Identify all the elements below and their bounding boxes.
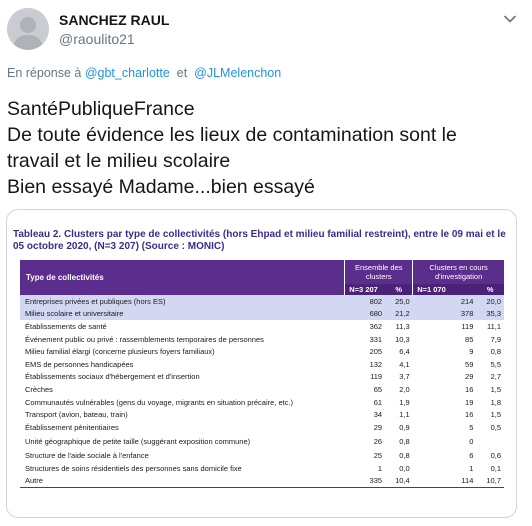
tweet-line: travail et le milieu scolaire (7, 150, 231, 172)
cell-percent-all: 0,9 (399, 422, 410, 432)
cell-percent-all: 11,3 (395, 321, 410, 331)
table-caption: Tableau 2. Clusters par type de collectivités (hors Ehpad et milieu familial restreint), entre le 09 mai et le 05 octobre 2020, (N=3 207) (Source : MONIC) (13, 229, 506, 252)
cell-count-investigation: 5 (469, 422, 474, 432)
table-row (20, 396, 504, 409)
cell-percent-investigation: 20,0 (476, 295, 504, 308)
header-group-all: Ensemble des clusters (345, 260, 413, 284)
cell-percent-all: 2,0 (399, 384, 410, 394)
cell-percent-all: 10,4 (385, 475, 413, 488)
cell-type: Transport (avion, bateau, train) (25, 410, 128, 420)
cell-percent-investigation: 11,1 (486, 321, 501, 331)
cell-count-investigation: 59 (465, 359, 474, 369)
cell-percent-investigation: 0,8 (490, 347, 501, 357)
cell-count-all: 362 (369, 321, 383, 331)
attached-image[interactable] (6, 209, 517, 518)
cell-percent-investigation: 10,7 (476, 475, 504, 488)
cell-type: EMS de personnes handicapées (25, 359, 134, 369)
chevron-down-icon (501, 10, 519, 28)
cell-type: Crèches (25, 384, 53, 394)
cell-type: Communautés vulnérables (gens du voyage, migrants en situation précaire, etc.) (25, 397, 294, 407)
cell-type: Établissements de santé (25, 321, 107, 331)
cell-type: Autre (20, 475, 345, 488)
cell-type: Événement public ou privé : rassemblements temporaires de personnes (25, 334, 264, 344)
table-row (20, 408, 504, 421)
cell-type: Unité géographique de petite taille (suggérant exposition commune) (25, 437, 251, 447)
header-p2: % (476, 284, 504, 295)
table-row (20, 295, 504, 308)
cell-count-all: 205 (369, 347, 383, 357)
cell-percent-all: 3,7 (399, 372, 410, 382)
cell-count-investigation: 0 (469, 437, 474, 447)
cell-percent-all: 4,1 (399, 359, 410, 369)
header-group-investigation: Clusters en cours d'investigation (413, 260, 504, 284)
clusters-table (20, 260, 504, 488)
cell-type: Entreprises privées et publiques (hors ES) (20, 295, 345, 308)
cell-percent-all: 0,8 (399, 451, 410, 461)
cell-percent-investigation (476, 434, 504, 450)
author-handle[interactable]: @raoulito21 (59, 31, 135, 47)
table-row (20, 434, 504, 450)
tweet-menu-button[interactable] (501, 10, 519, 28)
cell-count-investigation: 19 (465, 397, 474, 407)
cell-count-all: 802 (345, 295, 385, 308)
cell-count-investigation: 16 (465, 384, 474, 394)
table-row (20, 475, 504, 488)
cell-type: Structures de soins résidentiels des personnes sans domicile fixe (25, 463, 242, 473)
cell-count-all: 335 (345, 475, 385, 488)
cell-count-investigation: 29 (465, 372, 474, 382)
tweet-text (7, 96, 522, 200)
cell-percent-investigation: 1,8 (490, 397, 501, 407)
table-row (20, 345, 504, 358)
cell-count-all: 119 (370, 372, 383, 382)
cell-count-investigation: 214 (413, 295, 477, 308)
cell-type: Établissements sociaux d'hébergement et d'insertion (25, 372, 200, 382)
cell-type: Milieu familial élargi (concerne plusieurs foyers familiaux) (25, 347, 215, 357)
cell-count-all: 132 (369, 359, 383, 369)
user-avatar-icon (7, 8, 49, 50)
cell-percent-investigation: 0,5 (490, 422, 501, 432)
table-row (20, 383, 504, 396)
cell-percent-investigation: 1,5 (490, 410, 501, 420)
cell-count-investigation: 1 (469, 463, 474, 473)
cell-percent-investigation: 0,1 (490, 463, 501, 473)
header-type: Type de collectivités (20, 260, 345, 295)
mention-link-gbt-charlotte[interactable]: @gbt_charlotte (84, 66, 170, 80)
header-n1: N=3 207 (345, 284, 385, 295)
cell-percent-all: 25,0 (385, 295, 413, 308)
reply-context (7, 66, 281, 80)
author-avatar[interactable] (7, 8, 49, 50)
cell-count-all: 65 (373, 384, 383, 394)
cell-percent-investigation: 5,5 (490, 359, 501, 369)
table-row (20, 450, 504, 463)
cell-count-investigation: 9 (469, 347, 474, 357)
reply-conjunction: et (176, 66, 188, 80)
cell-count-all: 680 (345, 308, 385, 321)
cell-percent-all: 6,4 (399, 347, 410, 357)
table-row (20, 358, 504, 371)
cell-percent-all: 1,9 (399, 397, 410, 407)
cell-percent-all: 21,2 (385, 308, 413, 321)
cell-count-investigation: 114 (413, 475, 477, 488)
mention-link-jlmelenchon[interactable]: @JLMelenchon (194, 66, 282, 80)
tweet-line: Bien essayé Madame...bien essayé (7, 176, 315, 198)
tweet-line: De toute évidence les lieux de contamination sont le (7, 124, 457, 146)
cell-percent-all: 1,1 (399, 410, 410, 420)
cell-count-all: 34 (373, 410, 383, 420)
cell-count-all: 61 (373, 397, 383, 407)
cell-count-all: 29 (373, 422, 383, 432)
cell-count-all: 1 (377, 463, 383, 473)
cell-percent-investigation: 7,9 (490, 334, 501, 344)
cell-count-all: 331 (369, 334, 383, 344)
table-body (20, 295, 504, 487)
header-n2: N=1 070 (413, 284, 477, 295)
table-row (20, 421, 504, 434)
cell-percent-investigation: 0,6 (490, 451, 501, 461)
cell-count-investigation: 119 (461, 321, 474, 331)
cell-count-investigation: 378 (413, 308, 477, 321)
tweet-line: SantéPubliqueFrance (7, 98, 195, 120)
cell-percent-investigation: 35,3 (476, 308, 504, 321)
cell-count-investigation: 16 (465, 410, 474, 420)
table-row (20, 333, 504, 346)
cell-count-investigation: 85 (465, 334, 474, 344)
cell-type: Structure de l'aide sociale à l'enfance (25, 451, 149, 461)
cell-count-investigation: 6 (469, 451, 474, 461)
cell-percent-investigation: 2,7 (490, 372, 501, 382)
table-row (20, 308, 504, 321)
cell-count-all: 26 (373, 437, 383, 447)
cell-count-all: 25 (373, 451, 383, 461)
table-row (20, 371, 504, 384)
cell-percent-investigation: 1,5 (490, 384, 501, 394)
cell-percent-all: 0,8 (399, 437, 410, 447)
cell-percent-all: 0,0 (399, 463, 410, 473)
header-p1: % (385, 284, 413, 295)
table-row (20, 462, 504, 475)
cell-type: Établissement pénitentiaires (25, 422, 119, 432)
cell-percent-all: 10,3 (395, 334, 410, 344)
cell-type: Milieu scolaire et universitaire (20, 308, 345, 321)
table-row (20, 320, 504, 333)
reply-prefix: En réponse à (7, 66, 82, 80)
author-name[interactable]: SANCHEZ RAUL (59, 12, 170, 28)
